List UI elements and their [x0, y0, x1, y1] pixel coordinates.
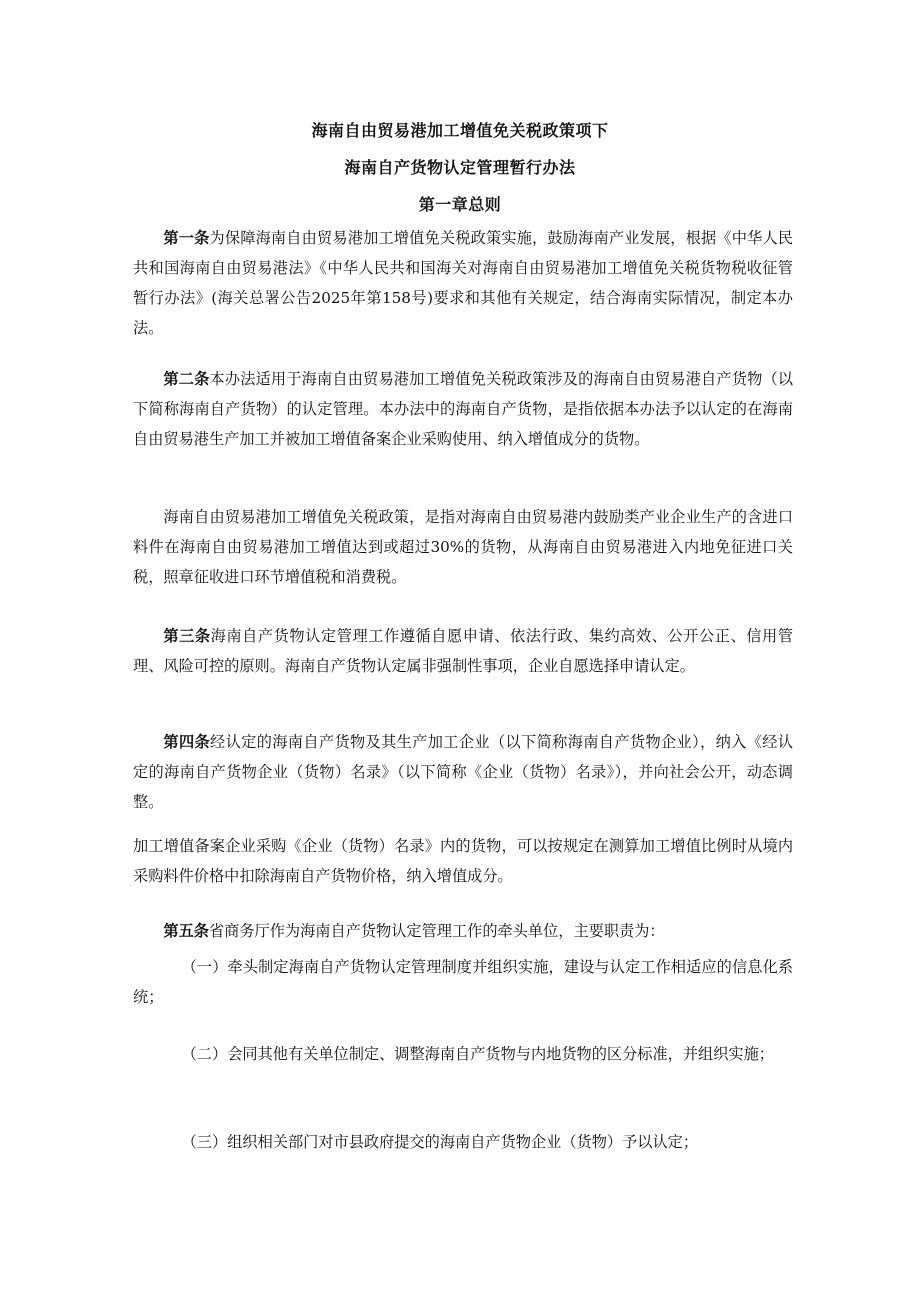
article-3-text: 海南自产货物认定管理工作遵循自愿申请、依法行政、集约高效、公开公正、信用管理、风险可控的原则。海南自产货物认定属非强制性事项，企业自愿选择申请认定。	[133, 627, 794, 675]
chapter-heading: 第一章总则	[418, 195, 502, 214]
document-title-line2: 海南自产货物认定管理暂行办法	[344, 158, 576, 177]
article-1	[133, 223, 793, 343]
document-title-line1: 海南自由贸易港加工增值免关税政策项下	[311, 121, 609, 140]
article-4-text: 经认定的海南自产货物及其生产加工企业（以下简称海南自产货物企业），纳入《经认定的海南自产货物企业（货物）名录》（以下简称《企业（货物）名录》），并向社会公开，动态调整。	[133, 733, 793, 811]
article-4	[133, 727, 793, 817]
article-5-item-3: （三）组织相关部门对市县政府提交的海南自产货物企业（货物）予以认定；	[181, 1133, 698, 1151]
article-3-head: 第三条	[163, 627, 211, 645]
article-2-head: 第二条	[163, 370, 210, 388]
article-5-head: 第五条	[163, 922, 209, 940]
article-1-head: 第一条	[163, 229, 210, 247]
article-5	[133, 916, 793, 946]
article-5-item-1: （一）牵头制定海南自产货物认定管理制度并组织实施，建设与认定工作相适应的信息化系统；	[133, 958, 793, 1006]
article-3	[133, 621, 793, 681]
article-1-text: 为保障海南自由贸易港加工增值免关税政策实施，鼓励海南产业发展，根据《中华人民共和国海南自由贸易港法》《中华人民共和国海关对海南自由贸易港加工增值免关税货物税收征管暂行办法》(海关总署公告2025年第158号)要求和其他有关规定，结合海南实际情况，制定本办法。	[133, 229, 794, 337]
article-2-text: 本办法适用于海南自由贸易港加工增值免关税政策涉及的海南自由贸易港自产货物（以下简称海南自产货物）的认定管理。本办法中的海南自产货物，是指依据本办法予以认定的在海南自由贸易港生产加工并被加工增值备案企业采购使用、纳入增值成分的货物。	[133, 370, 794, 448]
article-5-text: 省商务厅作为海南自产货物认定管理工作的牵头单位，主要职责为：	[208, 922, 665, 940]
article-4-head: 第四条	[163, 733, 211, 751]
article-5-item-2: （二）会同其他有关单位制定、调整海南自产货物与内地货物的区分标准，并组织实施；	[181, 1045, 774, 1063]
article-2	[133, 364, 793, 454]
article-4-paragraph-2: 加工增值备案企业采购《企业（货物）名录》内的货物，可以按规定在测算加工增值比例时从境内采购料件价格中扣除海南自产货物价格，纳入增值成分。	[133, 837, 793, 885]
article-2-paragraph-2: 海南自由贸易港加工增值免关税政策，是指对海南自由贸易港内鼓励类产业企业生产的含进口料件在海南自由贸易港加工增值达到或超过30%的货物，从海南自由贸易港进入内地免征进口关税，照章征收进口环节增值税和消费税。	[133, 508, 793, 586]
